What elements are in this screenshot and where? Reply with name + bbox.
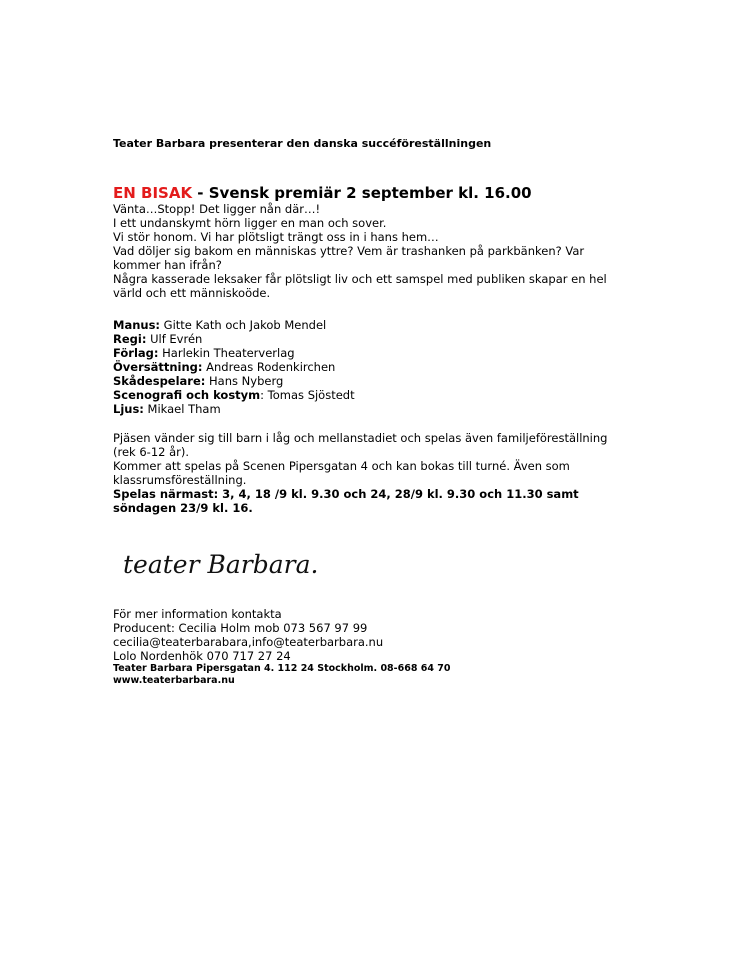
synopsis: [113, 202, 623, 300]
website-link[interactable]: www.teaterbarbara.nu: [113, 675, 235, 686]
synopsis-line: Några kasserade leksaker får plötsligt liv och ett samspel med publiken skapar en hel värld och ett människoöde.: [113, 272, 607, 300]
synopsis-line: Vänta…Stopp! Det ligger nån där…!: [113, 202, 321, 216]
email-addresses[interactable]: cecilia@teaterbarabara,info@teaterbarbara.nu: [113, 635, 384, 649]
premiere-line: - Svensk premiär 2 september kl. 16.00: [192, 184, 532, 202]
audience-info: Pjäsen vänder sig till barn i låg och mellanstadiet och spelas även familjeföreställning (rek 6-12 år).: [113, 431, 608, 459]
credit-manus: Manus: Gitte Kath och Jakob Mendel: [113, 318, 327, 332]
credit-regi: Regi: Ulf Evrén: [113, 332, 203, 346]
credit-forlag: Förlag: Harlekin Theaterverlag: [113, 346, 295, 360]
credit-oversattning: Översättning: Andreas Rodenkirchen: [113, 360, 336, 374]
headline: [113, 184, 532, 202]
contact-block: [113, 607, 623, 687]
synopsis-line: Vi stör honom. Vi har plötsligt trängt oss in i hans hem…: [113, 230, 439, 244]
credit-skadespelare: Skådespelare: Hans Nyberg: [113, 374, 284, 388]
teater-barbara-logo: [121, 537, 351, 587]
venue-info: Kommer att spelas på Scenen Pipersgatan 4 och kan bokas till turné. Även som klassrumsföreställning.: [113, 459, 570, 487]
intro-line: Teater Barbara presenterar den danska succéföreställningen: [113, 137, 492, 150]
synopsis-line: I ett undanskymt hörn ligger en man och sover.: [113, 216, 387, 230]
producer-contact: Producent: Cecilia Holm mob 073 567 97 99: [113, 621, 368, 635]
show-title: EN BISAK: [113, 184, 193, 202]
lolo-contact: Lolo Nordenhök 070 717 27 24: [113, 649, 291, 663]
credit-ljus: Ljus: Mikael Tham: [113, 402, 221, 416]
contact-heading: För mer information kontakta: [113, 607, 282, 621]
info-block: [113, 431, 623, 515]
performance-dates: Spelas närmast: 3, 4, 18 /9 kl. 9.30 och 24, 28/9 kl. 9.30 och 11.30 samt söndagen 23/9 kl. 16.: [113, 487, 579, 515]
logo-text: teater Barbara.: [123, 550, 319, 579]
postal-address: Teater Barbara Pipersgatan 4. 112 24 Stockholm. 08-668 64 70: [113, 663, 451, 674]
credits: [113, 318, 623, 416]
synopsis-line: Vad döljer sig bakom en människas yttre? Vem är trashanken på parkbänken? Var kommer han ifrån?: [113, 244, 585, 272]
credit-scenografi: Scenografi och kostym: Tomas Sjöstedt: [113, 388, 355, 402]
